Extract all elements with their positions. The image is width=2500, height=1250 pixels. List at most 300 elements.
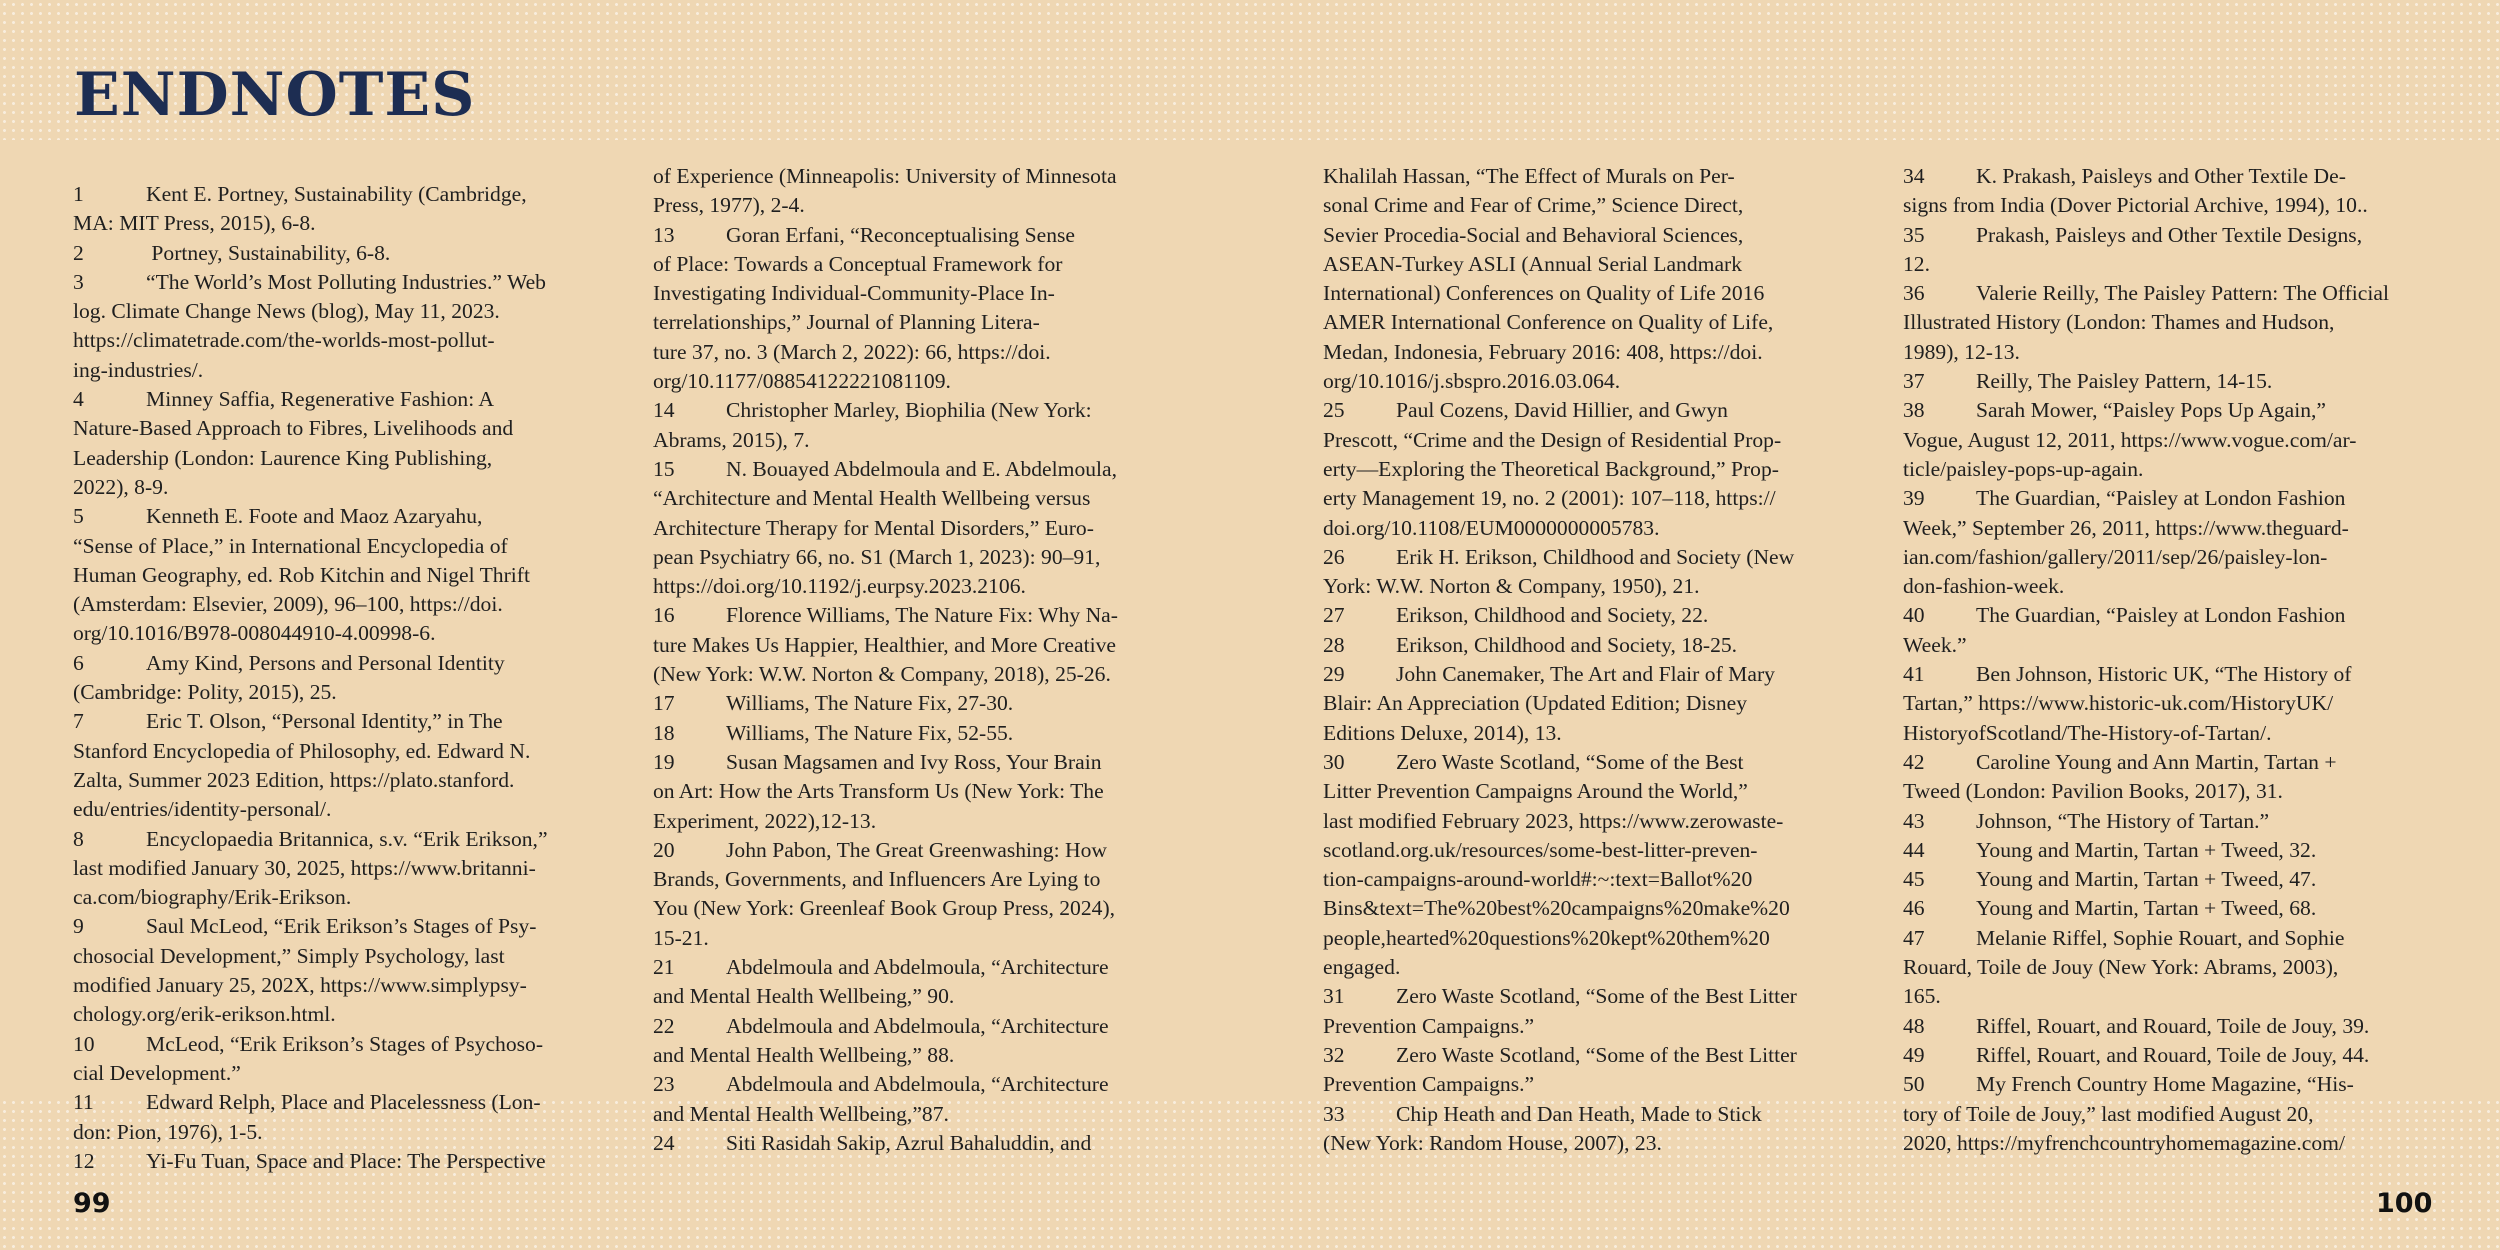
endnote-text: MA: MIT Press, 2015), 6-8.: [73, 211, 316, 236]
endnote-text: Press, 1977), 2-4.: [653, 193, 805, 218]
endnote-text: modified January 25, 202X, https://www.simplypsy-: [73, 973, 527, 998]
endnote-text: Bins&text=The%20best%20campaigns%20make%20: [1323, 896, 1790, 921]
endnote-text: Abdelmoula and Abdelmoula, “Architecture: [726, 1072, 1109, 1097]
endnote-entry: [1323, 396, 1871, 425]
endnote-entry: [1323, 543, 1871, 572]
endnote-number: 46: [1903, 896, 1925, 921]
endnote-line: [73, 737, 621, 766]
endnote-entry: [73, 385, 621, 414]
endnote-entry: [653, 748, 1201, 777]
endnote-number: 42: [1903, 749, 1925, 774]
endnote-entry: [653, 221, 1201, 250]
endnote-line: [1323, 221, 1871, 250]
endnote-number: 39: [1903, 486, 1925, 511]
endnote-entry: [1903, 748, 2451, 777]
endnote-number: 47: [1903, 925, 1925, 950]
endnote-text: on Art: How the Arts Transform Us (New York: The: [653, 779, 1104, 804]
endnote-text: and Mental Health Wellbeing,” 90.: [653, 984, 955, 1009]
endnote-line: [1903, 426, 2451, 455]
endnote-entry: [1903, 279, 2451, 308]
endnote-number: 29: [1323, 662, 1345, 687]
endnote-entry: [73, 649, 621, 678]
endnote-text: Brands, Governments, and Influencers Are Lying to: [653, 867, 1101, 892]
endnote-entry: [1903, 660, 2451, 689]
endnote-text: doi.org/10.1108/EUM0000000005783.: [1323, 515, 1660, 540]
endnote-text: 165.: [1903, 984, 1941, 1009]
endnote-number: 15: [653, 456, 675, 481]
endnote-text: Erik H. Erikson, Childhood and Society (New: [1396, 544, 1795, 569]
endnotes-column-2: [653, 162, 1201, 1158]
endnote-text: Kenneth E. Foote and Maoz Azaryahu,: [146, 504, 483, 529]
endnote-number: 36: [1903, 281, 1925, 306]
endnote-text: Editions Deluxe, 2014), 13.: [1323, 720, 1562, 745]
endnote-entry: [1903, 924, 2451, 953]
endnote-line: [1323, 836, 1871, 865]
endnote-line: [653, 1041, 1201, 1070]
endnote-text: Prevention Campaigns.”: [1323, 1072, 1535, 1097]
endnote-number: 8: [73, 826, 84, 851]
endnote-line: [1323, 484, 1871, 513]
endnote-text: signs from India (Dover Pictorial Archive, 1994), 10..: [1903, 193, 2368, 218]
endnote-line: [1323, 953, 1871, 982]
endnote-number: 19: [653, 749, 675, 774]
endnote-text: ture Makes Us Happier, Healthier, and More Creative: [653, 632, 1116, 657]
endnote-entry: [73, 707, 621, 736]
endnote-text: Rouard, Toile de Jouy (New York: Abrams, 2003),: [1903, 955, 2339, 980]
endnote-text: and Mental Health Wellbeing,”87.: [653, 1101, 949, 1126]
endnote-text: pean Psychiatry 66, no. S1 (March 1, 2023): 90–91,: [653, 544, 1101, 569]
endnote-text: (New York: W.W. Norton & Company, 2018), 25-26.: [653, 662, 1111, 687]
endnote-text: York: W.W. Norton & Company, 1950), 21.: [1323, 574, 1700, 599]
endnote-line: [653, 250, 1201, 279]
endnote-number: 22: [653, 1013, 675, 1038]
endnote-text: 15-21.: [653, 925, 709, 950]
endnote-text: Saul McLeod, “Erik Erikson’s Stages of Psy-: [146, 914, 537, 939]
endnote-line: [73, 854, 621, 883]
endnote-line: [1903, 455, 2451, 484]
endnote-entry: [1903, 162, 2451, 191]
endnote-text: Zalta, Summer 2023 Edition, https://plato.stanford.: [73, 767, 515, 792]
endnote-text: Young and Martin, Tartan + Tweed, 32.: [1976, 837, 2317, 862]
endnote-number: 17: [653, 691, 675, 716]
endnote-number: 2: [73, 240, 84, 265]
endnote-text: cial Development.”: [73, 1060, 241, 1085]
endnote-text: AMER International Conference on Quality of Life,: [1323, 310, 1774, 335]
endnote-number: 43: [1903, 808, 1925, 833]
endnote-text: don-fashion-week.: [1903, 574, 2065, 599]
endnote-line: [653, 1100, 1201, 1129]
endnote-text: engaged.: [1323, 955, 1401, 980]
endnote-number: 4: [73, 387, 84, 412]
endnote-entry: [653, 689, 1201, 718]
endnote-text: 12.: [1903, 251, 1930, 276]
endnote-line: [73, 444, 621, 473]
endnote-entry: [1903, 1012, 2451, 1041]
endnote-text: Young and Martin, Tartan + Tweed, 47.: [1976, 867, 2317, 892]
endnote-text: Erikson, Childhood and Society, 22.: [1396, 603, 1709, 628]
endnote-text: (Amsterdam: Elsevier, 2009), 96–100, https://doi.: [73, 592, 503, 617]
endnote-number: 5: [73, 504, 84, 529]
endnote-line: [1903, 250, 2451, 279]
endnote-text: Amy Kind, Persons and Personal Identity: [146, 650, 505, 675]
endnote-number: 9: [73, 914, 84, 939]
endnote-line: [1903, 953, 2451, 982]
endnote-text: 1989), 12-13.: [1903, 339, 2020, 364]
endnote-number: 33: [1323, 1101, 1345, 1126]
endnotes-column-4: [1903, 162, 2451, 1158]
endnote-text: chology.org/erik-erikson.html.: [73, 1002, 336, 1027]
endnote-text: org/10.1016/B978-008044910-4.00998-6.: [73, 621, 436, 646]
page-number-right: 100: [2376, 1188, 2433, 1219]
endnote-text: ture 37, no. 3 (March 2, 2022): 66, https://doi.: [653, 339, 1051, 364]
endnote-text: of Experience (Minneapolis: University of Minnesota: [653, 164, 1117, 188]
endnote-line: [653, 894, 1201, 923]
endnote-text: Johnson, “The History of Tartan.”: [1976, 808, 2270, 833]
endnote-line: [1903, 719, 2451, 748]
endnote-entry: [73, 1030, 621, 1059]
endnote-line: [1323, 1070, 1871, 1099]
endnote-line: [1323, 1012, 1871, 1041]
endnote-line: [653, 279, 1201, 308]
endnote-line: [1323, 689, 1871, 718]
endnote-entry: [1903, 484, 2451, 513]
endnote-text: Zero Waste Scotland, “Some of the Best Litter: [1396, 1042, 1797, 1067]
endnote-line: [1323, 719, 1871, 748]
endnote-text: erty—Exploring the Theoretical Background,” Prop-: [1323, 456, 1779, 481]
endnote-entry: [1903, 396, 2451, 425]
endnote-entry: [1323, 748, 1871, 777]
endnote-text: Architecture Therapy for Mental Disorders,” Euro-: [653, 515, 1094, 540]
endnote-entry: [1903, 865, 2451, 894]
endnote-text: “Architecture and Mental Health Wellbeing versus: [653, 486, 1091, 511]
endnote-line: [1323, 426, 1871, 455]
endnote-text: Prakash, Paisleys and Other Textile Designs,: [1976, 222, 2363, 247]
endnote-line: [1323, 1129, 1871, 1158]
endnote-entry: [653, 601, 1201, 630]
endnote-line: [1323, 308, 1871, 337]
endnote-text: Minney Saffia, Regenerative Fashion: A: [146, 387, 495, 412]
endnote-number: 50: [1903, 1072, 1925, 1097]
endnote-entry: [1323, 1100, 1871, 1129]
endnote-line: [73, 942, 621, 971]
endnote-text: Week,” September 26, 2011, https://www.theguard-: [1903, 515, 2349, 540]
endnote-text: (Cambridge: Polity, 2015), 25.: [73, 680, 337, 705]
endnote-text: Reilly, The Paisley Pattern, 14-15.: [1976, 369, 2273, 394]
endnote-number: 16: [653, 603, 675, 628]
endnote-line: [1323, 250, 1871, 279]
endnote-text: Abdelmoula and Abdelmoula, “Architecture: [726, 1013, 1109, 1038]
endnote-text: Tartan,” https://www.historic-uk.com/HistoryUK/: [1903, 691, 2334, 716]
endnote-line: [1323, 924, 1871, 953]
endnote-line: [1903, 631, 2451, 660]
endnote-text: Susan Magsamen and Ivy Ross, Your Brain: [726, 749, 1102, 774]
endnote-text: Eric T. Olson, “Personal Identity,” in The: [146, 709, 503, 734]
endnote-text: ticle/paisley-pops-up-again.: [1903, 456, 2144, 481]
endnote-text: Abdelmoula and Abdelmoula, “Architecture: [726, 955, 1109, 980]
endnote-text: erty Management 19, no. 2 (2001): 107–118, https://: [1323, 486, 1776, 511]
endnote-line: [1323, 191, 1871, 220]
endnote-line: [1903, 572, 2451, 601]
endnote-line: [73, 590, 621, 619]
endnote-text: “The World’s Most Polluting Industries.” Web: [146, 269, 546, 294]
endnote-text: Leadership (London: Laurence King Publishing,: [73, 445, 493, 470]
endnote-text: Siti Rasidah Sakip, Azrul Bahaluddin, and: [726, 1130, 1092, 1155]
endnote-text: Khalilah Hassan, “The Effect of Murals on Per-: [1323, 164, 1735, 188]
endnote-text: org/10.1177/08854122221081109.: [653, 369, 951, 394]
endnote-entry: [73, 502, 621, 531]
endnote-line: [1903, 308, 2451, 337]
endnote-entry: [1323, 631, 1871, 660]
endnote-text: Florence Williams, The Nature Fix: Why Na-: [726, 603, 1118, 628]
endnotes-column-1: [73, 180, 621, 1176]
endnote-number: 3: [73, 269, 84, 294]
endnote-entry: [653, 836, 1201, 865]
endnote-number: 38: [1903, 398, 1925, 423]
endnote-number: 30: [1323, 749, 1345, 774]
endnote-text: K. Prakash, Paisleys and Other Textile De-: [1976, 164, 2346, 188]
endnote-number: 6: [73, 650, 84, 675]
endnotes-column-3: [1323, 162, 1871, 1158]
endnote-entry: [653, 953, 1201, 982]
endnote-entry: [653, 455, 1201, 484]
endnote-text: https://doi.org/10.1192/j.eurpsy.2023.2106.: [653, 574, 1026, 599]
endnote-text: log. Climate Change News (blog), May 11, 2023.: [73, 299, 500, 324]
endnote-entry: [73, 180, 621, 209]
endnote-entry: [1323, 982, 1871, 1011]
endnote-entry: [1903, 601, 2451, 630]
endnote-text: last modified February 2023, https://www.zerowaste-: [1323, 808, 1784, 833]
endnote-line: [73, 356, 621, 385]
endnote-text: scotland.org.uk/resources/some-best-litter-preven-: [1323, 837, 1758, 862]
endnote-number: 44: [1903, 837, 1925, 862]
endnote-line: [73, 209, 621, 238]
endnote-line: [1903, 191, 2451, 220]
endnote-text: The Guardian, “Paisley at London Fashion: [1976, 486, 2346, 511]
endnote-entry: [1323, 660, 1871, 689]
endnote-number: 37: [1903, 369, 1925, 394]
endnote-number: 31: [1323, 984, 1345, 1009]
endnote-text: Prevention Campaigns.”: [1323, 1013, 1535, 1038]
endnote-number: 32: [1323, 1042, 1345, 1067]
endnote-line: [653, 631, 1201, 660]
endnote-line: [653, 426, 1201, 455]
endnote-entry: [1903, 836, 2451, 865]
endnote-entry: [1323, 1041, 1871, 1070]
endnote-number: 21: [653, 955, 675, 980]
endnote-text: Vogue, August 12, 2011, https://www.vogue.com/ar-: [1903, 427, 2357, 452]
endnote-line: [1903, 982, 2451, 1011]
page-number-left: 99: [73, 1188, 111, 1219]
endnote-text: tion-campaigns-around-world#:~:text=Ballot%20: [1323, 867, 1753, 892]
endnote-line: [1903, 543, 2451, 572]
endnote-entry: [1903, 367, 2451, 396]
endnote-text: Illustrated History (London: Thames and Hudson,: [1903, 310, 2335, 335]
endnote-text: 2020, https://myfrenchcountryhomemagazine.com/: [1903, 1130, 2345, 1155]
endnote-number: 45: [1903, 867, 1925, 892]
endnote-line: [653, 514, 1201, 543]
endnote-text: Williams, The Nature Fix, 52-55.: [726, 720, 1014, 745]
endnote-number: 25: [1323, 398, 1345, 423]
endnote-text: John Canemaker, The Art and Flair of Mary: [1396, 662, 1775, 687]
endnote-number: 11: [73, 1090, 94, 1115]
endnote-text: International) Conferences on Quality of Life 2016: [1323, 281, 1765, 306]
endnote-entry: [653, 1012, 1201, 1041]
endnote-entry: [1903, 1070, 2451, 1099]
endnote-line: [1323, 807, 1871, 836]
endnote-number: 26: [1323, 544, 1345, 569]
endnote-entry: [73, 1088, 621, 1117]
endnote-text: 2022), 8-9.: [73, 474, 169, 499]
endnote-line: [1323, 455, 1871, 484]
endnote-text: Human Geography, ed. Rob Kitchin and Nigel Thrift: [73, 562, 530, 587]
endnote-line: [73, 297, 621, 326]
endnote-line: [73, 326, 621, 355]
endnote-line: [653, 865, 1201, 894]
endnote-text: Abrams, 2015), 7.: [653, 427, 810, 452]
endnote-text: (New York: Random House, 2007), 23.: [1323, 1130, 1662, 1155]
endnote-line: [653, 982, 1201, 1011]
endnote-line: [653, 660, 1201, 689]
endnote-text: Tweed (London: Pavilion Books, 2017), 31.: [1903, 779, 2283, 804]
endnote-line: [73, 473, 621, 502]
endnote-entry: [1903, 807, 2451, 836]
endnote-line: [653, 924, 1201, 953]
endnote-text: Zero Waste Scotland, “Some of the Best Litter: [1396, 984, 1797, 1009]
endnote-line: [1903, 777, 2451, 806]
endnote-entry: [73, 1147, 621, 1176]
endnote-number: 49: [1903, 1042, 1925, 1067]
endnote-text: Paul Cozens, David Hillier, and Gwyn: [1396, 398, 1728, 423]
endnote-number: 23: [653, 1072, 675, 1097]
endnote-entry: [1903, 221, 2451, 250]
endnote-text: The Guardian, “Paisley at London Fashion: [1976, 603, 2346, 628]
endnote-text: Williams, The Nature Fix, 27-30.: [726, 691, 1014, 716]
endnote-entry: [73, 825, 621, 854]
endnote-text: Caroline Young and Ann Martin, Tartan +: [1976, 749, 2337, 774]
endnote-text: Encyclopaedia Britannica, s.v. “Erik Erikson,”: [146, 826, 548, 851]
endnote-text: Goran Erfani, “Reconceptualising Sense: [726, 222, 1075, 247]
endnote-text: https://climatetrade.com/the-worlds-most-pollut-: [73, 328, 495, 353]
endnote-line: [1323, 367, 1871, 396]
endnote-text: tory of Toile de Jouy,” last modified August 20,: [1903, 1101, 2314, 1126]
endnote-text: Christopher Marley, Biophilia (New York:: [726, 398, 1092, 423]
endnote-entry: [1323, 601, 1871, 630]
endnote-line: [73, 619, 621, 648]
endnote-number: 1: [73, 182, 84, 206]
endnote-number: 13: [653, 222, 675, 247]
endnote-text: N. Bouayed Abdelmoula and E. Abdelmoula,: [726, 456, 1118, 481]
endnote-line: [1903, 514, 2451, 543]
endnote-text: Yi-Fu Tuan, Space and Place: The Perspective: [146, 1148, 546, 1173]
endnote-number: 20: [653, 837, 675, 862]
endnote-line: [73, 1000, 621, 1029]
endnote-text: You (New York: Greenleaf Book Group Press, 2024),: [653, 896, 1116, 921]
endnote-text: Edward Relph, Place and Placelessness (Lon-: [146, 1090, 541, 1115]
endnote-text: Riffel, Rouart, and Rouard, Toile de Jouy, 39.: [1976, 1013, 2370, 1038]
endnote-line: [653, 807, 1201, 836]
endnote-text: org/10.1016/j.sbspro.2016.03.064.: [1323, 369, 1621, 394]
endnote-line: [1903, 338, 2451, 367]
endnote-text: Melanie Riffel, Sophie Rouart, and Sophie: [1976, 925, 2345, 950]
endnote-text: Sevier Procedia-Social and Behavioral Sciences,: [1323, 222, 1744, 247]
endnote-text: don: Pion, 1976), 1-5.: [73, 1119, 263, 1144]
endnote-line: [653, 367, 1201, 396]
endnote-number: 28: [1323, 632, 1345, 657]
endnote-line: [1323, 279, 1871, 308]
endnote-line: [73, 414, 621, 443]
endnote-text: Prescott, “Crime and the Design of Residential Prop-: [1323, 427, 1782, 452]
endnote-text: Kent E. Portney, Sustainability (Cambridge,: [146, 182, 527, 206]
endnote-line: [653, 484, 1201, 513]
endnote-line: [1323, 338, 1871, 367]
endnote-number: 18: [653, 720, 675, 745]
endnote-line: [653, 162, 1201, 191]
endnote-text: Ben Johnson, Historic UK, “The History of: [1976, 662, 2352, 687]
endnote-line: [73, 561, 621, 590]
endnote-line: [1903, 1129, 2451, 1158]
endnote-text: ing-industries/.: [73, 357, 204, 382]
endnote-text: HistoryofScotland/The-History-of-Tartan/.: [1903, 720, 2272, 745]
endnote-text: ca.com/biography/Erik-Erikson.: [73, 885, 352, 910]
endnote-text: Litter Prevention Campaigns Around the World,”: [1323, 779, 1748, 804]
endnote-text: Nature-Based Approach to Fibres, Livelihoods and: [73, 416, 514, 441]
endnote-text: Zero Waste Scotland, “Some of the Best: [1396, 749, 1744, 774]
endnote-line: [1323, 894, 1871, 923]
endnote-line: [73, 971, 621, 1000]
endnote-line: [1323, 514, 1871, 543]
endnote-text: ASEAN-Turkey ASLI (Annual Serial Landmark: [1323, 251, 1743, 276]
endnote-text: Portney, Sustainability, 6-8.: [146, 240, 391, 265]
endnote-entry: [653, 719, 1201, 748]
endnote-line: [653, 543, 1201, 572]
endnote-text: and Mental Health Wellbeing,” 88.: [653, 1042, 955, 1067]
endnote-text: Experiment, 2022),12-13.: [653, 808, 877, 833]
endnote-line: [653, 191, 1201, 220]
endnote-line: [73, 1118, 621, 1147]
endnote-text: Investigating Individual-Community-Place In-: [653, 281, 1055, 306]
endnote-line: [1903, 689, 2451, 718]
endnote-entry: [73, 268, 621, 297]
endnote-text: Stanford Encyclopedia of Philosophy, ed. Edward N.: [73, 738, 531, 763]
endnote-line: [1903, 1100, 2451, 1129]
endnote-entry: [1903, 894, 2451, 923]
endnote-line: [653, 777, 1201, 806]
endnote-text: Valerie Reilly, The Paisley Pattern: The Official: [1976, 281, 2389, 306]
endnote-number: 14: [653, 398, 675, 423]
endnote-text: Erikson, Childhood and Society, 18-25.: [1396, 632, 1738, 657]
endnote-text: chosocial Development,” Simply Psychology, last: [73, 943, 505, 968]
endnote-number: 27: [1323, 603, 1345, 628]
endnote-text: McLeod, “Erik Erikson’s Stages of Psychoso-: [146, 1031, 544, 1056]
endnote-number: 34: [1903, 164, 1925, 188]
endnote-text: edu/entries/identity-personal/.: [73, 797, 332, 822]
endnote-line: [653, 308, 1201, 337]
endnote-line: [73, 1059, 621, 1088]
endnote-line: [1323, 572, 1871, 601]
endnote-line: [73, 766, 621, 795]
endnote-text: terrelationships,” Journal of Planning Litera-: [653, 310, 1040, 335]
endnote-number: 12: [73, 1148, 95, 1173]
endnote-text: of Place: Towards a Conceptual Framework for: [653, 251, 1063, 276]
endnote-text: John Pabon, The Great Greenwashing: How: [726, 837, 1108, 862]
endnote-entry: [653, 1129, 1201, 1158]
endnote-line: [653, 572, 1201, 601]
endnote-text: “Sense of Place,” in International Encyclopedia of: [73, 533, 508, 558]
endnote-text: Chip Heath and Dan Heath, Made to Stick: [1396, 1101, 1762, 1126]
endnote-line: [1323, 162, 1871, 191]
endnote-number: 48: [1903, 1013, 1925, 1038]
endnote-number: 7: [73, 709, 84, 734]
